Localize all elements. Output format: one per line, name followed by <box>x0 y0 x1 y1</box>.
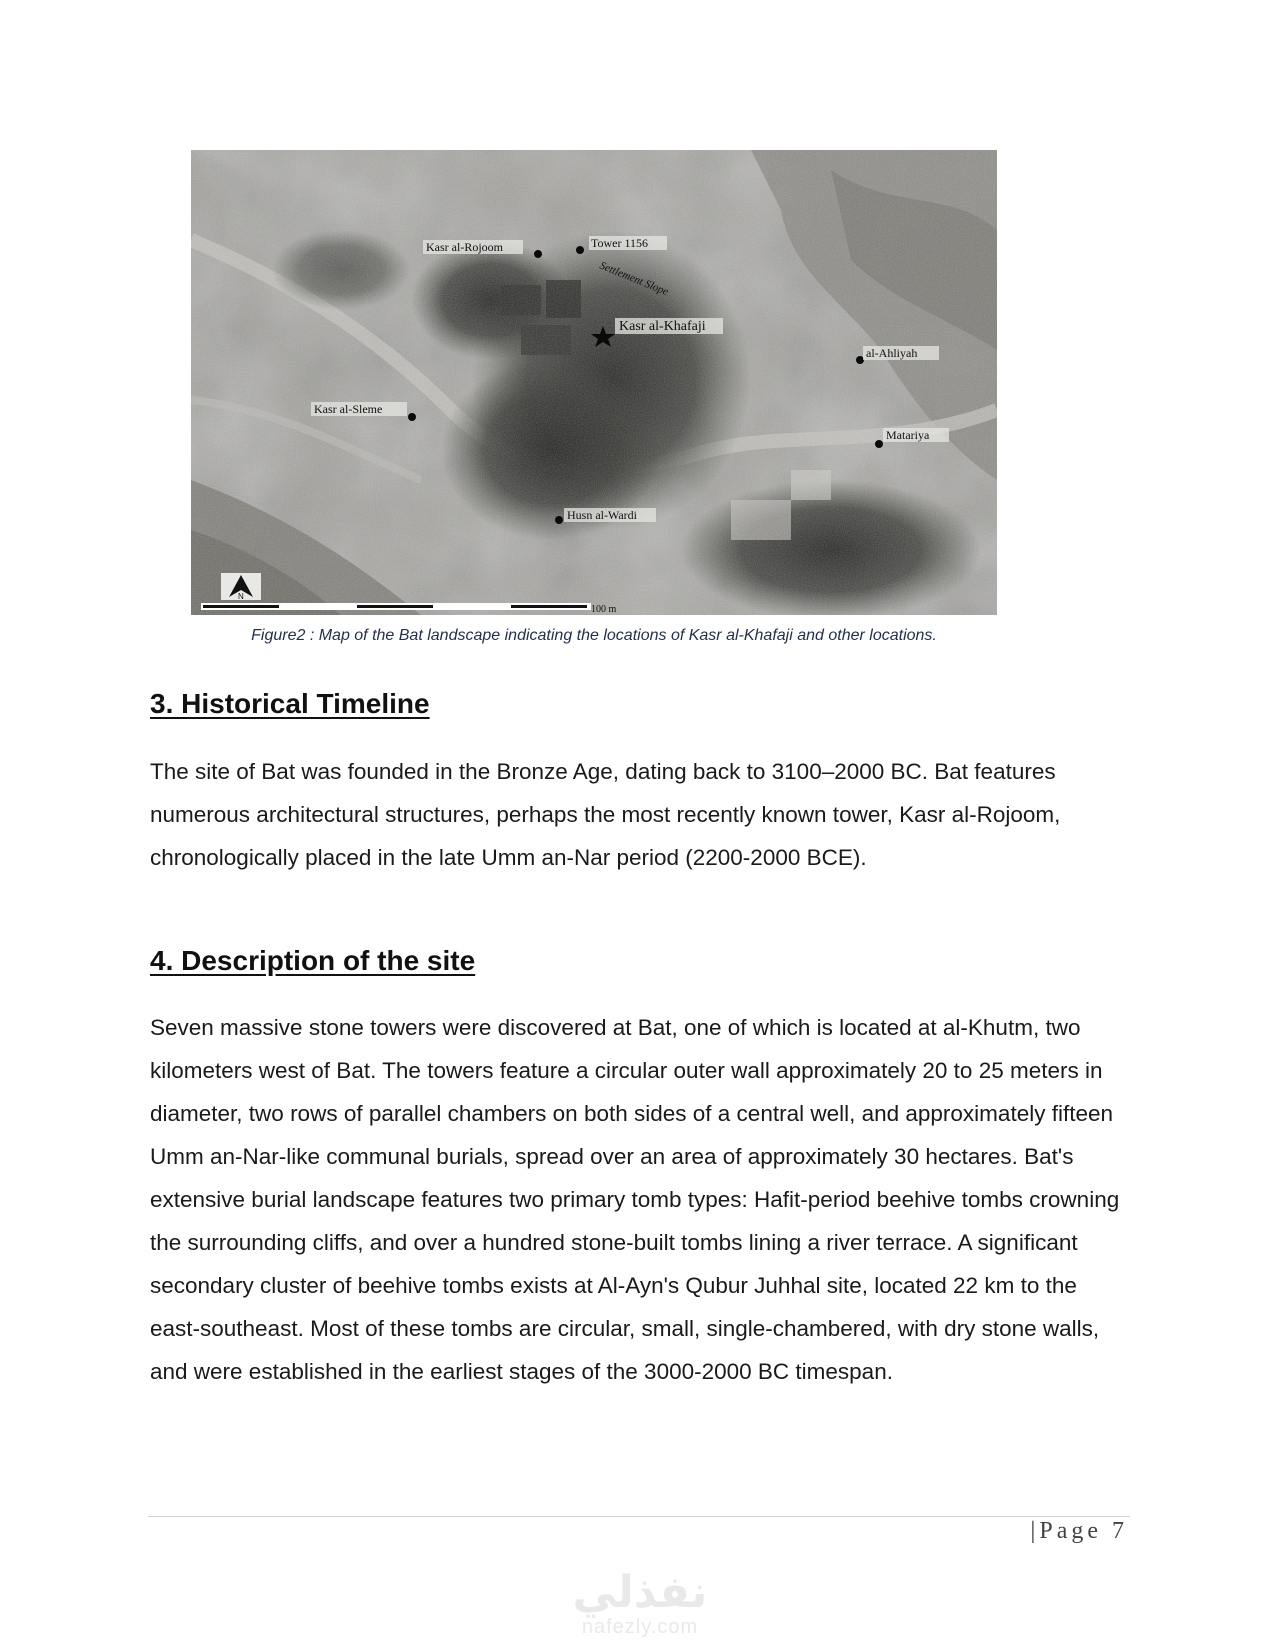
section-heading-description: 4. Description of the site <box>150 945 476 976</box>
scale-label: 100 m <box>591 604 617 615</box>
north-arrow-icon <box>221 573 261 601</box>
watermark-latin: nafezly.com <box>581 1616 699 1638</box>
section-heading-historical-timeline: 3. Historical Timeline <box>150 688 430 719</box>
aerial-map-image <box>191 150 997 615</box>
label-matariya: Matariya <box>886 428 930 442</box>
section-body-historical-timeline: The site of Bat was founded in the Bronze Age, dating back to 3100–2000 BC. Bat features numerous architectural structures, perhaps the most recently known tower, Kasr al-Rojoom, chronologically placed in the late Umm an-Nar period (2200-2000 BCE). <box>150 759 1061 870</box>
figure-caption: Figure2 : Map of the Bat landscape indicating the locations of Kasr al-Khafaji and other locations. <box>251 627 937 644</box>
page-separator: | <box>1030 1518 1036 1544</box>
watermark <box>560 1567 720 1638</box>
page-number-value: 7 <box>1112 1518 1128 1544</box>
label-al-ahliyah: al-Ahliyah <box>866 346 918 360</box>
label-husn-al-wardi: Husn al-Wardi <box>567 508 638 522</box>
label-tower-1156: Tower 1156 <box>591 236 649 250</box>
page-word: Page <box>1039 1518 1102 1544</box>
watermark-arabic: نفذلي <box>572 1567 708 1618</box>
map-figure <box>191 150 997 615</box>
label-kasr-al-rojoom: Kasr al-Rojoom <box>426 240 503 254</box>
page-number <box>1031 1518 1128 1545</box>
label-settlement-slope: Settlement Slope <box>597 259 671 299</box>
section-body-description: Seven massive stone towers were discovered at Bat, one of which is located at al-Khutm, two kilometers west of Bat. The towers feature a circular outer wall approximately 20 to 25 meters in diameter, two rows of parallel chambers on both sides of a central well, and approximately fifteen Umm an-Nar-like communal burials, spread over an area of approximately 30 hectares. Bat's extensive burial landscape features two primary tomb types: Hafit-period beehive tombs crowning the surrounding cliffs, and over a hundred stone-built tombs lining a river terrace. A significant secondary cluster of beehive tombs exists at Al-Ayn's Qubur Juhhal site, located 22 km to the east-southeast. Most of these tombs are circular, small, single-chambered, with dry stone walls, and were established in the earliest stages of the 3000-2000 BC timespan. <box>150 1015 1120 1384</box>
label-kasr-al-sleme: Kasr al-Sleme <box>314 402 383 416</box>
north-label: N <box>238 592 244 601</box>
footer-divider <box>148 1516 1130 1517</box>
label-kasr-al-khafaji: Kasr al-Khafaji <box>619 319 706 334</box>
